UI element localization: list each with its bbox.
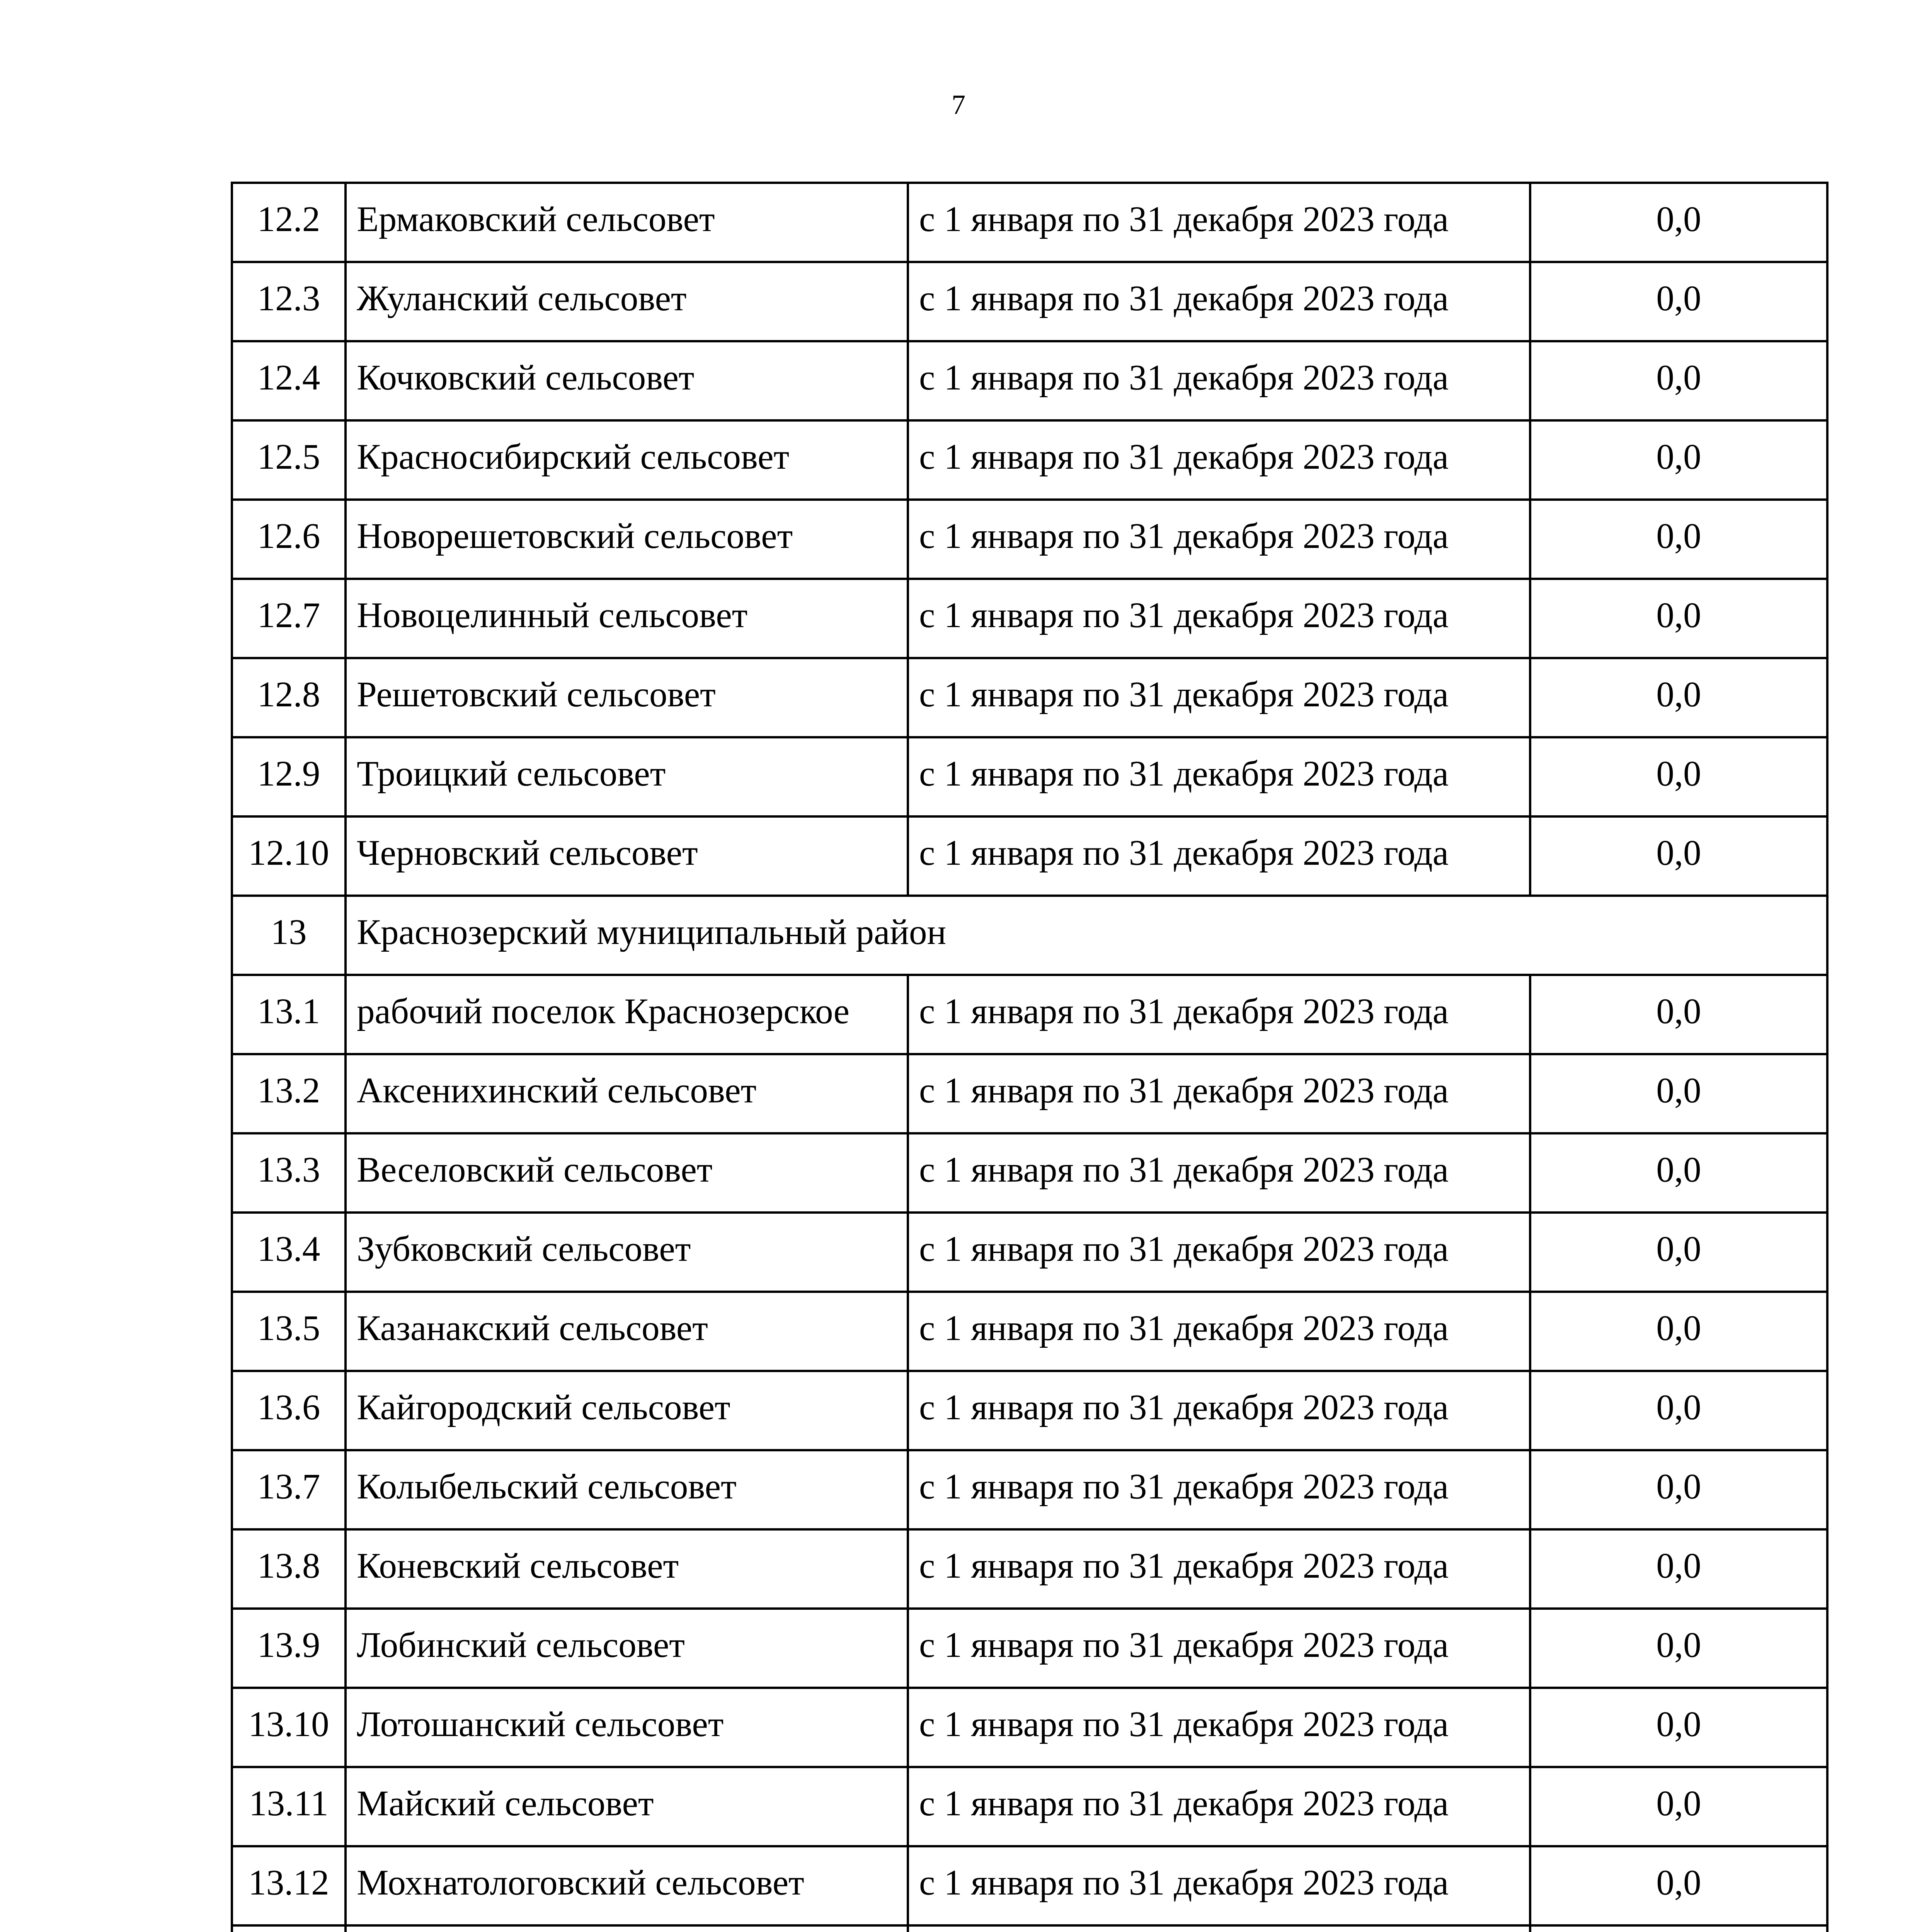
row-number: 13.5 [232, 1292, 346, 1371]
page-number: 7 [952, 89, 965, 120]
row-number: 13.6 [232, 1371, 346, 1450]
table-row [232, 579, 1827, 658]
period: с 1 января по 31 декабря 2023 года [908, 1529, 1530, 1609]
period: с 1 января по 31 декабря 2023 года [908, 1688, 1530, 1767]
value: 0,0 [1530, 737, 1827, 816]
period: с 1 января по 31 декабря 2023 года [908, 1450, 1530, 1529]
municipality-name: Новоцелинный сельсовет [346, 579, 908, 658]
table-row [232, 1767, 1827, 1846]
table-row [232, 975, 1827, 1054]
table-row [232, 658, 1827, 737]
row-number: 13.7 [232, 1450, 346, 1529]
period: с 1 января по 31 декабря 2023 года [908, 975, 1530, 1054]
value: 0,0 [1530, 1609, 1827, 1688]
value: 0,0 [1530, 341, 1827, 420]
period: с 1 января по 31 декабря 2023 года [908, 1054, 1530, 1133]
row-number: 13.9 [232, 1609, 346, 1688]
row-number: 13.12 [232, 1846, 346, 1925]
period: с 1 января по 31 декабря 2023 года [908, 1213, 1530, 1292]
row-number: 13.4 [232, 1213, 346, 1292]
value: 0,0 [1530, 1371, 1827, 1450]
row-number: 13.10 [232, 1688, 346, 1767]
row-number: 12.10 [232, 816, 346, 896]
municipality-name [346, 1925, 908, 1932]
period: с 1 января по 31 декабря 2023 года [908, 1846, 1530, 1925]
period: с 1 января по 31 декабря 2023 года [908, 341, 1530, 420]
row-number: 12.4 [232, 341, 346, 420]
value: 0,0 [1530, 1292, 1827, 1371]
table-row [232, 737, 1827, 816]
value: 0,0 [1530, 500, 1827, 579]
row-number: 12.7 [232, 579, 346, 658]
municipality-name: Решетовский сельсовет [346, 658, 908, 737]
district-name: Краснозерский муниципальный район [346, 896, 1827, 975]
table-row [232, 500, 1827, 579]
period: с 1 января по 31 декабря 2023 года [908, 1292, 1530, 1371]
municipality-name: Троицкий сельсовет [346, 737, 908, 816]
municipality-name: Кочковский сельсовет [346, 341, 908, 420]
value: 0,0 [1530, 1688, 1827, 1767]
municipality-name: Ермаковский сельсовет [346, 183, 908, 262]
table-row [232, 1213, 1827, 1292]
value: 0,0 [1530, 1133, 1827, 1213]
table-row [232, 1292, 1827, 1371]
table-row [232, 1688, 1827, 1767]
table-row [232, 1133, 1827, 1213]
row-number: 12.9 [232, 737, 346, 816]
municipality-name: Красносибирский сельсовет [346, 420, 908, 500]
row-number: 12.6 [232, 500, 346, 579]
value: 0,0 [1530, 975, 1827, 1054]
period: с 1 января по 31 декабря 2023 года [908, 262, 1530, 341]
period: с 1 января по 31 декабря 2023 года [908, 658, 1530, 737]
municipality-name: Новорешетовский сельсовет [346, 500, 908, 579]
period: с 1 января по 31 декабря 2023 года [908, 183, 1530, 262]
municipality-name: Жуланский сельсовет [346, 262, 908, 341]
period [908, 1925, 1530, 1932]
period: с 1 января по 31 декабря 2023 года [908, 1371, 1530, 1450]
period: с 1 января по 31 декабря 2023 года [908, 500, 1530, 579]
district-header-row [232, 896, 1827, 975]
row-number: 12.8 [232, 658, 346, 737]
municipality-name: рабочий поселок Краснозерское [346, 975, 908, 1054]
table-row [232, 1371, 1827, 1450]
municipal-table [231, 182, 1828, 1932]
value: 0,0 [1530, 1213, 1827, 1292]
value: 0,0 [1530, 1767, 1827, 1846]
value: 0,0 [1530, 579, 1827, 658]
value: 0,0 [1530, 183, 1827, 262]
table-row [232, 420, 1827, 500]
value: 0,0 [1530, 1054, 1827, 1133]
value: 0,0 [1530, 1450, 1827, 1529]
table-row [232, 816, 1827, 896]
value: 0,0 [1530, 816, 1827, 896]
municipality-name: Казанакский сельсовет [346, 1292, 908, 1371]
row-number: 12.3 [232, 262, 346, 341]
district-number: 13 [232, 896, 346, 975]
period: с 1 января по 31 декабря 2023 года [908, 737, 1530, 816]
period: с 1 января по 31 декабря 2023 года [908, 816, 1530, 896]
table-row [232, 1925, 1827, 1932]
table-row [232, 1609, 1827, 1688]
row-number: 12.5 [232, 420, 346, 500]
municipality-name: Зубковский сельсовет [346, 1213, 908, 1292]
value: 0,0 [1530, 420, 1827, 500]
period: с 1 января по 31 декабря 2023 года [908, 420, 1530, 500]
municipality-name: Лобинский сельсовет [346, 1609, 908, 1688]
table-row [232, 1529, 1827, 1609]
municipality-name: Кайгородский сельсовет [346, 1371, 908, 1450]
row-number: 13.3 [232, 1133, 346, 1213]
table-row [232, 262, 1827, 341]
period: с 1 января по 31 декабря 2023 года [908, 579, 1530, 658]
municipality-name: Майский сельсовет [346, 1767, 908, 1846]
table-row [232, 1054, 1827, 1133]
municipality-name: Аксенихинский сельсовет [346, 1054, 908, 1133]
value [1530, 1925, 1827, 1932]
row-number: 13.8 [232, 1529, 346, 1609]
table-row [232, 341, 1827, 420]
municipality-name: Черновский сельсовет [346, 816, 908, 896]
row-number: 13.2 [232, 1054, 346, 1133]
row-number [232, 1925, 346, 1932]
value: 0,0 [1530, 1846, 1827, 1925]
table-row [232, 1450, 1827, 1529]
period: с 1 января по 31 декабря 2023 года [908, 1133, 1530, 1213]
row-number: 12.2 [232, 183, 346, 262]
row-number: 13.1 [232, 975, 346, 1054]
municipality-name: Мохнатологовский сельсовет [346, 1846, 908, 1925]
value: 0,0 [1530, 262, 1827, 341]
period: с 1 января по 31 декабря 2023 года [908, 1767, 1530, 1846]
table-row [232, 183, 1827, 262]
table-row [232, 1846, 1827, 1925]
value: 0,0 [1530, 658, 1827, 737]
municipality-name: Коневский сельсовет [346, 1529, 908, 1609]
municipality-name: Веселовский сельсовет [346, 1133, 908, 1213]
period: с 1 января по 31 декабря 2023 года [908, 1609, 1530, 1688]
municipality-name: Лотошанский сельсовет [346, 1688, 908, 1767]
value: 0,0 [1530, 1529, 1827, 1609]
municipality-name: Колыбельский сельсовет [346, 1450, 908, 1529]
row-number: 13.11 [232, 1767, 346, 1846]
